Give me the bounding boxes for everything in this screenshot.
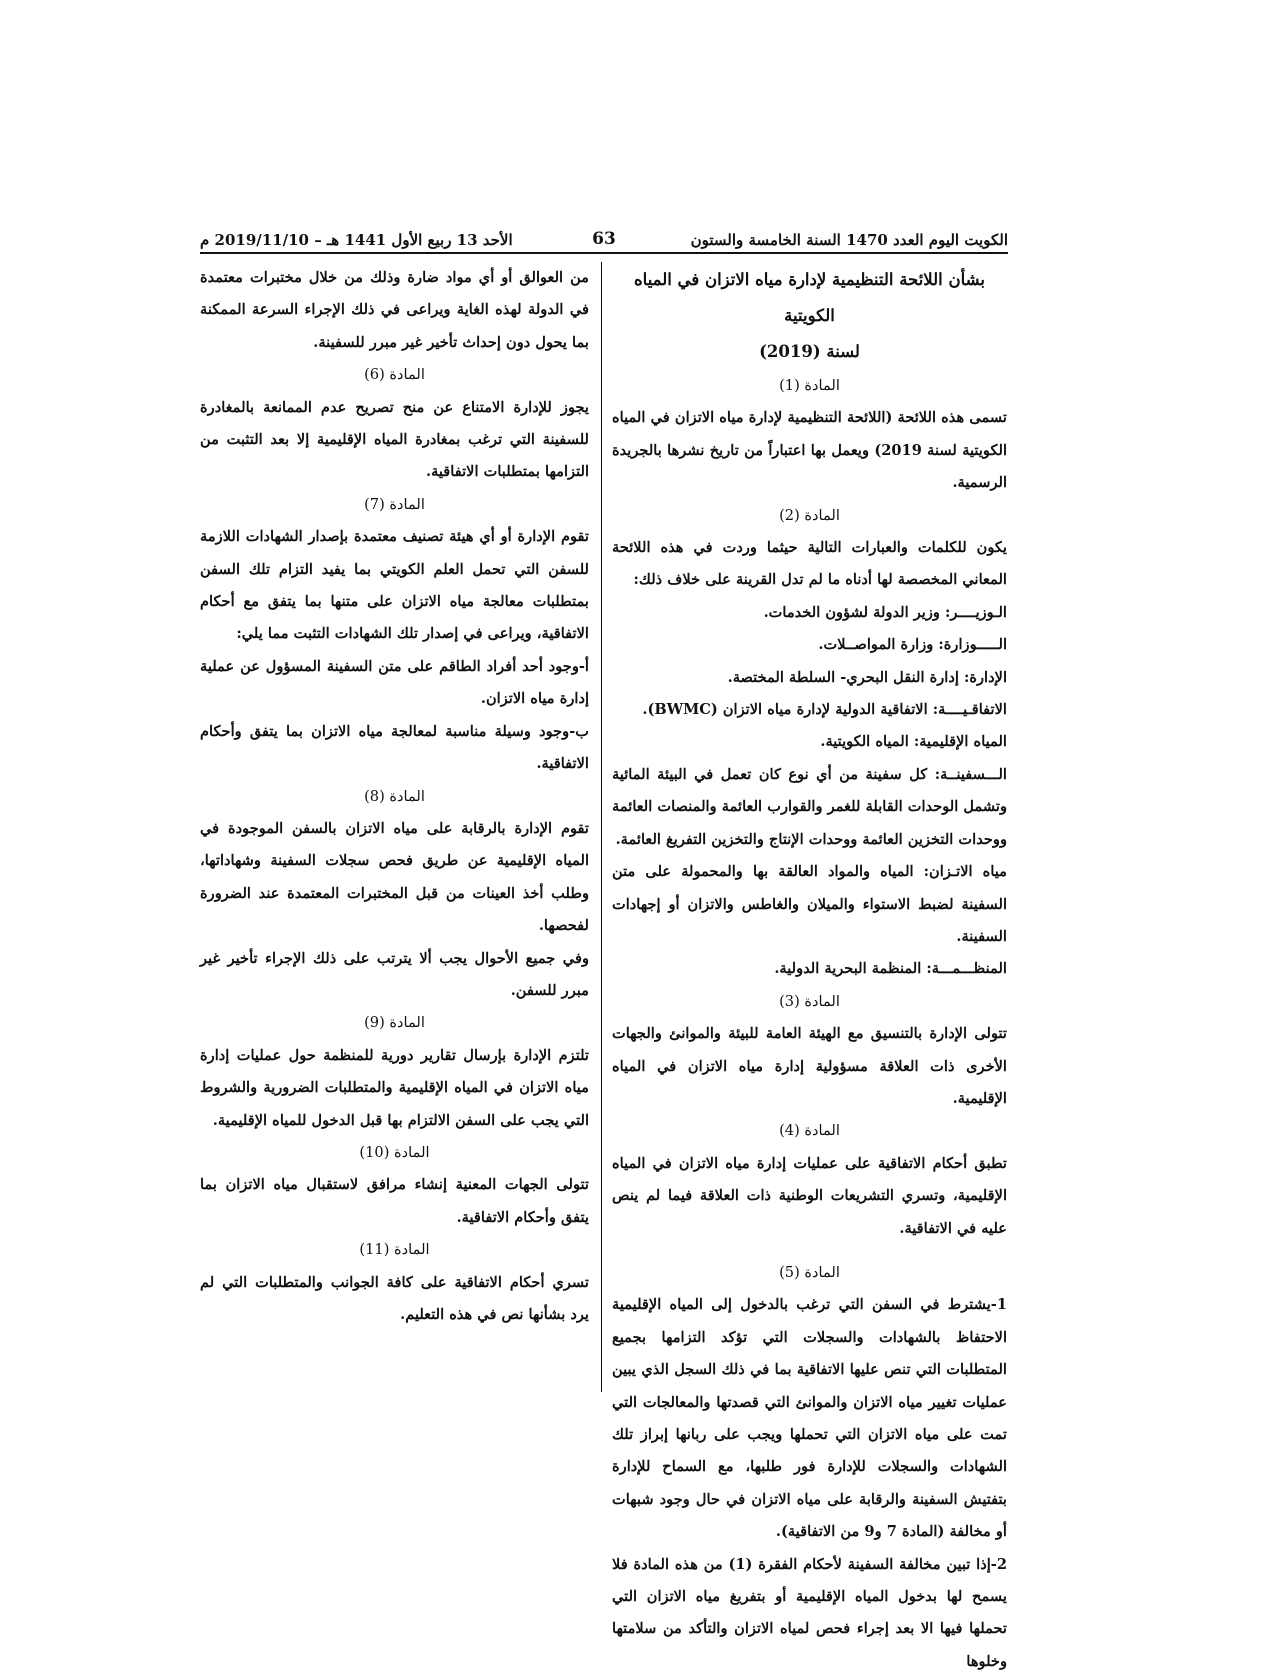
article-text: 1-يشترط في السفن التي ترغب بالدخول إلى المياه الإقليمية الاحتفاظ بالشهادات والسجلات التي تؤكد التزامها بجميع المتطلبات التي تنص عليها الاتفاقية بما في ذلك السجل الذي يبين عمليات تغيير مياه الاتزان والموانئ التي قصدتها والمعالجات التي تمت على مياه الاتزان التي تحملها ويجب على ربانها إبراز تلك الشهادات والسجلات للإدارة فور طلبها، مع السماح للإدارة بتفتيش السفينة والرقابة على مياه الاتزان في حال وجود شبهات أو مخالفة (المادة 7 و9 من الاتفاقية).	[612, 1296, 1007, 1541]
document-title: بشأن اللائحة التنظيمية لإدارة مياه الاتزان في المياه الكويتية	[634, 270, 985, 325]
article-item: ب-وجود وسيلة مناسبة لمعالجة مياه الاتزان بما يتفق وأحكام الاتفاقية.	[200, 722, 589, 773]
article-heading: المادة (8)	[364, 787, 425, 805]
page-number: 63	[592, 229, 616, 249]
definition-item: المياه الإقليمية: المياه الكويتية.	[820, 733, 1007, 751]
left-column	[200, 262, 589, 1331]
definition-item: الاتفاقـيــــة: الاتفاقية الدولية لإدارة مياه الاتزان (BWMC).	[642, 701, 1007, 719]
article-text: تطبق أحكام الاتفاقية على عمليات إدارة مياه الاتزان في المياه الإقليمية، وتسري التشريعات الوطنية ذات العلاقة فيما لم ينص عليه في الاتفاقية.	[612, 1154, 1007, 1237]
column-divider	[601, 262, 602, 1392]
article-heading: المادة (4)	[779, 1122, 840, 1140]
article-text: تقوم الإدارة أو أي هيئة تصنيف معتمدة بإصدار الشهادات اللازمة للسفن التي تحمل العلم الكويتي بما يفيد التزام تلك السفن بمتطلبات معالجة مياه الاتزان على متنها بما يتفق مع أحكام الاتفاقية، ويراعى في إصدار تلك الشهادات التثبت مما يلي:	[200, 528, 589, 643]
article-heading: المادة (10)	[359, 1143, 430, 1161]
definition-item: المنظـــمـــة: المنظمة البحرية الدولية.	[774, 960, 1007, 978]
article-heading: المادة (6)	[364, 366, 425, 384]
article-text: وفي جميع الأحوال يجب ألا يترتب على ذلك الإجراء تأخير غير مبرر للسفن.	[200, 949, 589, 999]
article-heading: المادة (5)	[779, 1263, 840, 1281]
article-text: من العوالق أو أي مواد ضارة وذلك من خلال مختبرات معتمدة في الدولة لهذه الغاية ويراعى في ذلك الإجراء السرعة الممكنة بما يحول دون إحداث تأخير غير مبرر للسفينة.	[200, 269, 589, 351]
header-rule	[200, 252, 1008, 254]
article-heading: المادة (9)	[364, 1014, 425, 1032]
article-text: يجوز للإدارة الامتناع عن منح تصريح عدم الممانعة بالمغادرة للسفينة التي ترغب بمغادرة المياه الإقليمية إلا بعد التثبت من التزامها بمتطلبات الاتفاقية.	[200, 398, 589, 481]
header-gazette-info: الكويت اليوم العدد 1470 السنة الخامسة والستون	[690, 231, 1008, 249]
page-header	[200, 225, 1008, 255]
article-text: تقوم الإدارة بالرقابة على مياه الاتزان بالسفن الموجودة في المياه الإقليمية عن طريق فحص سجلات السفينة وشهاداتها، وطلب أخذ العينات من قبل المختبرات المعتمدة عند الضرورة لفحصها.	[200, 819, 589, 935]
article-heading: المادة (3)	[779, 992, 840, 1010]
article-item: أ-وجود أحد أفراد الطاقم على متن السفينة المسؤول عن عملية إدارة مياه الاتزان.	[200, 657, 589, 708]
definition-item: مياه الاتـزان: المياه والمواد العالقة بها والمحمولة على متن السفينة لضبط الاستواء والميلان والغاطس والاتزان أو إجهادات السفينة.	[612, 863, 1007, 945]
definition-item: الـــسفينــة: كل سفينة من أي نوع كان تعمل في البيئة المائية وتشمل الوحدات القابلة للغمر والقوارب العائمة والمنصات العائمة ووحدات التخزين العائمة ووحدات الإنتاج والتخزين التفريغ العائمة.	[612, 765, 1007, 848]
article-text: تلتزم الإدارة بإرسال تقارير دورية للمنظمة حول عمليات إدارة مياه الاتزان في المياه الإقليمية والمتطلبات الضرورية والشروط التي يجب على السفن الالتزام بها قبل الدخول للمياه الإقليمية.	[200, 1046, 589, 1129]
document-title-year: لسنة (2019)	[759, 342, 860, 361]
article-text: تتولى الجهات المعنية إنشاء مرافق لاستقبال مياه الاتزان بما يتفق وأحكام الاتفاقية.	[200, 1176, 589, 1226]
definition-item: الـــــوزارة: وزارة المواصــلات.	[818, 636, 1007, 654]
header-date: الأحد 13 ربيع الأول 1441 هـ – 2019/11/10 م	[200, 231, 513, 249]
right-column	[612, 262, 1007, 1678]
article-heading: المادة (1)	[779, 377, 840, 394]
article-text: يكون للكلمات والعبارات التالية حيثما وردت في هذه اللائحة المعاني المخصصة لها أدناه ما لم تدل القرينة على خلاف ذلك:	[612, 539, 1007, 589]
definition-item: الـوزيــــر: وزير الدولة لشؤون الخدمات.	[763, 603, 1007, 621]
article-heading: المادة (11)	[359, 1241, 430, 1259]
article-text: تسري أحكام الاتفاقية على كافة الجوانب والمتطلبات التي لم يرد بشأنها نص في هذه التعليم.	[200, 1273, 589, 1323]
article-text: تسمى هذه اللائحة (اللائحة التنظيمية لإدارة مياه الاتزان في المياه الكويتية لسنة 2019) ويعمل بها اعتباراً من تاريخ نشرها بالجريدة الرسمية.	[612, 409, 1008, 492]
article-text: 2-إذا تبين مخالفة السفينة لأحكام الفقرة (1) من هذه المادة فلا يسمح لها بدخول المياه الإقليمية أو بتفريغ مياه الاتزان التي تحملها فيها الا بعد إجراء فحص لمياه الاتزان والتأكد من سلامتها وخلوها	[612, 1555, 1007, 1670]
article-heading: المادة (7)	[364, 495, 425, 513]
definition-item: الإدارة: إدارة النقل البحري- السلطة المختصة.	[727, 668, 1007, 686]
article-text: تتولى الإدارة بالتنسيق مع الهيئة العامة للبيئة والموانئ والجهات الأخرى ذات العلاقة مسؤولية إدارة مياه الاتزان في المياه الإقليمية.	[612, 1025, 1007, 1107]
article-heading: المادة (2)	[779, 506, 840, 524]
